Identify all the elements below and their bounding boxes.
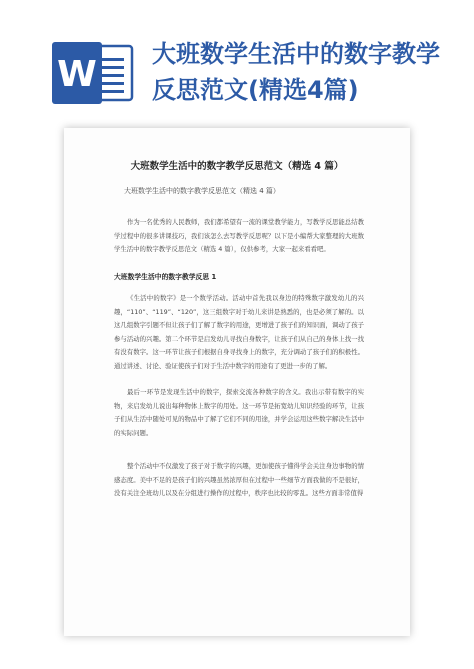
body-paragraph-3: 整个活动中不仅激发了孩子对于数字的兴趣，更加使孩子懂得学会关注身边事物的情感态度。美中不足的是孩子们的兴趣虽然浓厚但在过程中一些细节方面我做的不是很好，没有关注全班幼儿以及在分组进行操作的过程中，秩序也比较的零乱。这些方面非常值得 bbox=[114, 462, 364, 497]
page-title: 大班数学生活中的数字教学反思范文(精选4篇) bbox=[152, 40, 440, 104]
page-fade bbox=[64, 596, 410, 636]
body-paragraph-2: 最后一环节是发现生活中的数字，探索交流各种数字的含义。我出示带有数字的实物，来启发幼儿说出每种物体上数字的用处。这一环节是拓宽幼儿知识经验的环节，让孩子们从生活中随处可见的物品中了解了它们不同的用途，并学会运用这些数字解决生活中的实际问题。 bbox=[114, 388, 364, 437]
word-logo-icon bbox=[50, 40, 136, 106]
document-title: 大班数学生活中的数字教学反思范文（精选 4 篇） bbox=[130, 161, 344, 172]
section-heading: 大班数学生活中的数字教学反思 1 bbox=[114, 273, 217, 281]
word-logo-letter: W bbox=[57, 54, 97, 95]
intro-paragraph: 作为一名优秀的人民教师，我们都希望有一流的课堂教学能力，写教学反思能总结教学过程中的很多讲课技巧，我们该怎么去写教学反思呢？以下是小编帮大家整理的大班数学生活中的数字教学反思范文（精选 4 篇），仅供参考，大家一起来看看吧。 bbox=[114, 218, 364, 253]
document-page bbox=[64, 128, 410, 636]
body-paragraph-1: 《生活中的数字》是一个数学活动。活动中首先我以身边的特殊数字激发幼儿的兴趣，“110”、“119”、“120”，这三组数字对于幼儿来讲是熟悉的，也是必须了解的。以这几组数字引题不但让孩子们了解了数字的用途，更增进了孩子们的知识面，调动了孩子参与活动的兴趣。第二个环节是启发幼儿寻找自身数字，让孩子们从自己的身体上找一找有没有数字。这一环节让孩子们根据自身寻找身上的数字，充分调动了孩子们的积极性。通过讲述、讨论、验证使孩子们对于生活中数字的用途有了更进一步的了解。 bbox=[114, 294, 364, 370]
document-subtitle: 大班数学生活中的数字教学反思范文（精选 4 篇） bbox=[124, 187, 280, 195]
